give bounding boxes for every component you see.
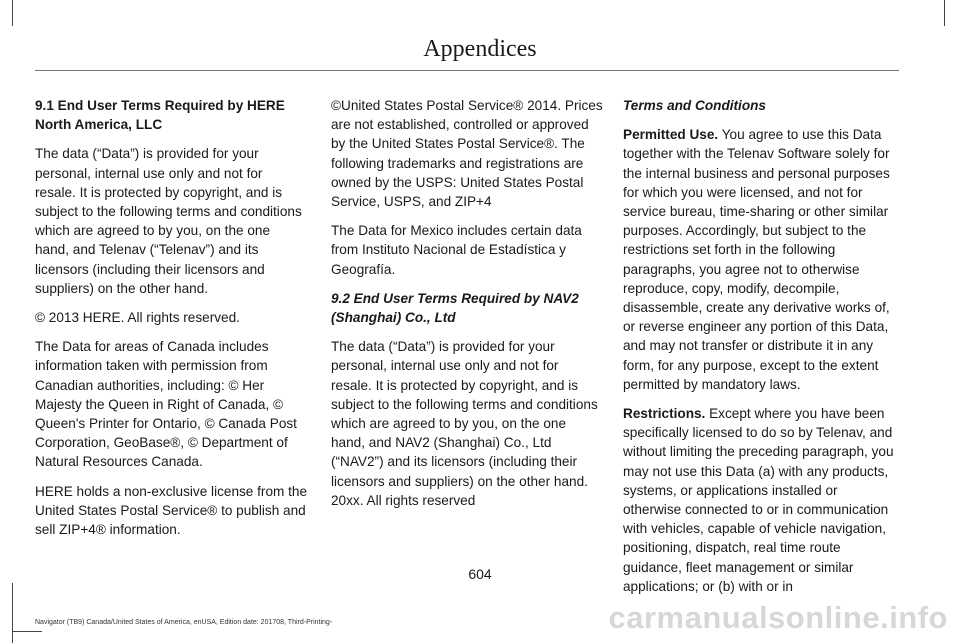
paragraph-permitted-use: [623, 125, 897, 394]
page-number: 604: [468, 566, 492, 582]
section-heading-9-1: 9.1 End User Terms Required by HERE North America, LLC: [35, 98, 285, 133]
paragraph: HERE holds a non-exclusive license from the United States Postal Service® to publish and sell ZIP+4® information.: [35, 483, 308, 538]
column-2: [331, 96, 603, 520]
column-1: [35, 96, 307, 549]
paragraph: The data (“Data”) is provided for your personal, internal use only and not for resale. It is protected by copyright, and is subject to the following terms and conditions which are agreed to by you, on the one hand, and Telenav (“Telenav”) and its licensors (including their licensors and suppliers) on the other hand.: [35, 146, 302, 296]
paragraph: ©United States Postal Service® 2014. Prices are not established, controlled or approved by the United States Postal Service®. The following trademarks and registrations are owned by the USPS: United States Postal Service, USPS, and ZIP+4: [331, 98, 603, 210]
column-3: [623, 96, 897, 606]
watermark-text: carmanualsonline.info: [608, 600, 948, 635]
paragraph-text: You agree to use this Data together with the Telenav Software solely for the internal business and personal purposes for which you were licensed, and not for service bureau, time-sharing or other similar purposes. Accordingly, but subject to the restrictions set forth in the following paragraphs, you agree not to otherwise reproduce, copy, modify, decompile, disassemble, create any derivative works of, or reverse engineer any portion of this Data, and may not transfer or distribute it in any form, for any purpose, except to the extent permitted by mandatory laws.: [623, 127, 890, 392]
paragraph-text: Except where you have been specifically licensed to do so by Telenav, and without limiting the preceding paragraph, you may not use this Data (a) with any products, systems, or applications installed or otherwise connected to or in communication with vehicles, capable of vehicle navigation, positioning, dispatch, real time route guidance, fleet management or similar applications; or (b) with or in: [623, 406, 894, 594]
crop-mark-bottom-left-horizontal: [12, 631, 42, 632]
header-rule: [35, 70, 899, 71]
lead-term: Restrictions.: [623, 406, 706, 422]
crop-mark-top-left: [12, 0, 13, 26]
footer-edition-info: Navigator (TB9) Canada/United States of America, enUSA, Edition date: 201708, Third-Printing-: [35, 619, 333, 626]
crop-mark-top-right: [944, 0, 945, 26]
subheading-terms-and-conditions: Terms and Conditions: [623, 98, 766, 113]
crop-mark-bottom-left-vertical: [12, 583, 13, 643]
paragraph: The data (“Data”) is provided for your personal, internal use only and not for resale. It is protected by copyright, and is subject to the following terms and conditions which are agreed to by you, on the one hand, and NAV2 (Shanghai) Co., Ltd (“NAV2”) and its licensors (including their licensors and suppliers) on the other hand. 20xx. All rights reserved: [331, 339, 598, 508]
paragraph: © 2013 HERE. All rights reserved.: [35, 310, 240, 326]
lead-term: Permitted Use.: [623, 127, 719, 143]
section-heading-9-2: 9.2 End User Terms Required by NAV2 (Shanghai) Co., Ltd: [331, 290, 579, 326]
page-header-title: Appendices: [423, 36, 537, 62]
paragraph: The Data for areas of Canada includes information taken with permission from Canadian authorities, including: © Her Majesty the Queen in Right of Canada, © Queen's Printer for Ontario, © Canada Post Corporation, GeoBase®, © Department of Natural Resources Canada.: [35, 339, 297, 470]
paragraph: The Data for Mexico includes certain data from Instituto Nacional de Estadística y Geografía.: [331, 223, 582, 277]
